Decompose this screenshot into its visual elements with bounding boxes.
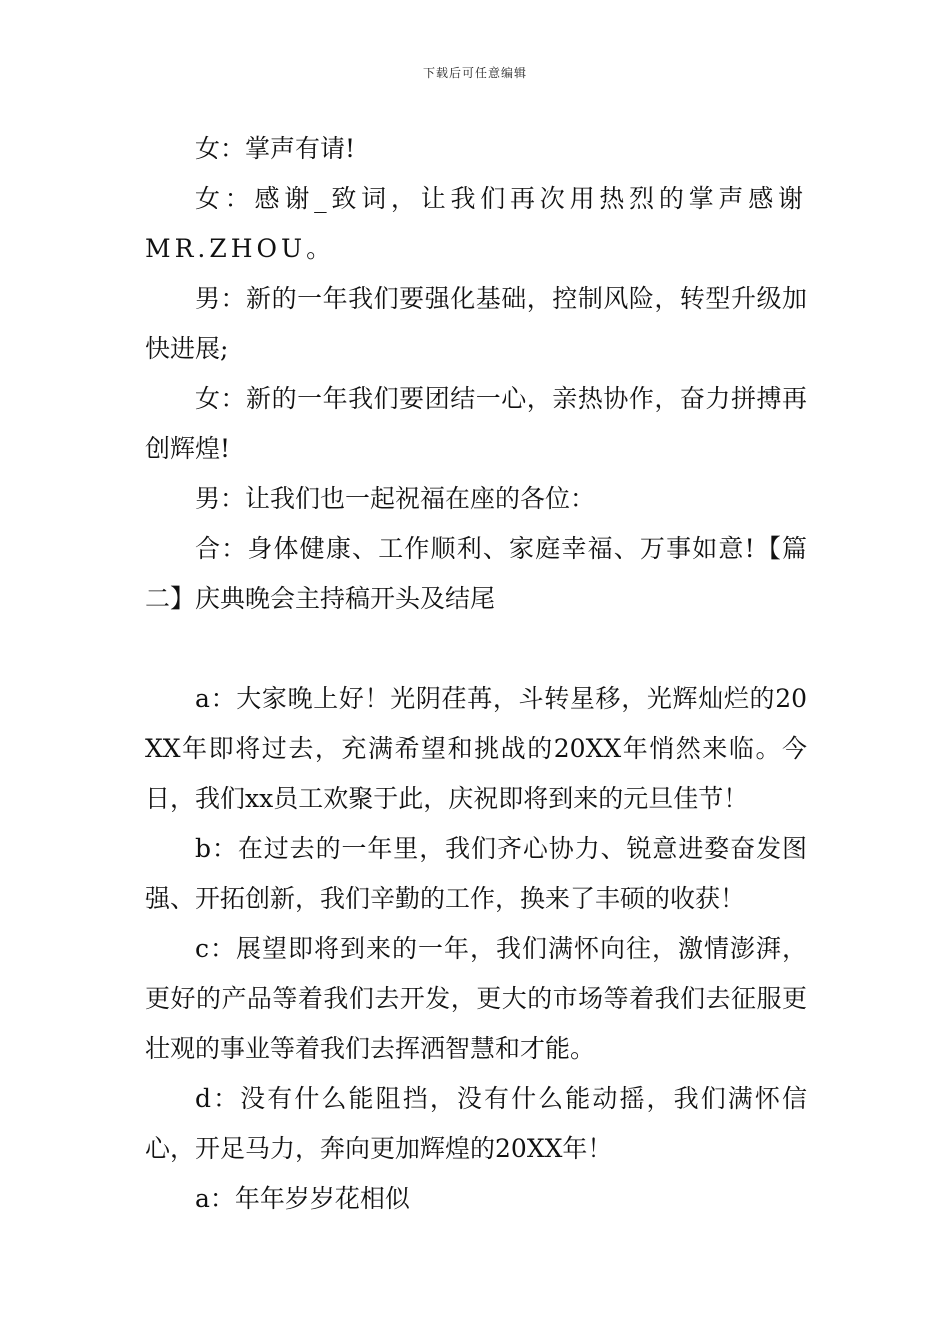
paragraph: 合：身体健康、工作顺利、家庭幸福、万事如意!【篇二】庆典晚会主持稿开头及结尾 xyxy=(145,534,807,613)
paragraph: 女：新的一年我们要团结一心，亲热协作，奋力拼搏再创辉煌! xyxy=(145,384,807,463)
paragraph: d：没有什么能阻挡，没有什么能动摇，我们满怀信心，开足马力，奔向更加辉煌的20XX年！ xyxy=(145,1084,807,1163)
paragraph: a：大家晚上好！光阴荏苒，斗转星移，光辉灿烂的20XX年即将过去，充满希望和挑战的20XX年悄然来临。今日，我们xx员工欢聚于此，庆祝即将到来的元旦佳节！ xyxy=(145,684,807,813)
paragraph: b：在过去的一年里，我们齐心协力、锐意进婺奋发图强、开拓创新，我们辛勤的工作，换来了丰硕的收获！ xyxy=(145,834,807,913)
paragraph: 男：新的一年我们要强化基础，控制风险，转型升级加快进展; xyxy=(145,284,807,363)
paragraph: a：年年岁岁花相似 xyxy=(195,1184,410,1213)
document-body xyxy=(145,124,807,1224)
section-gap xyxy=(145,624,807,674)
paragraph: c：展望即将到来的一年，我们满怀向往，激情澎湃，更好的产品等着我们去开发，更大的市场等着我们去征服更壮观的事业等着我们去挥洒智慧和才能。 xyxy=(145,934,807,1063)
paragraph: 女：掌声有请! xyxy=(195,134,356,163)
paragraph: 男：让我们也一起祝福在座的各位： xyxy=(195,484,596,513)
page-header-note: 下载后可任意编辑 xyxy=(422,66,527,80)
paragraph: 女：感谢_致词，让我们再次用热烈的掌声感谢MR.ZHOU。 xyxy=(145,184,807,263)
